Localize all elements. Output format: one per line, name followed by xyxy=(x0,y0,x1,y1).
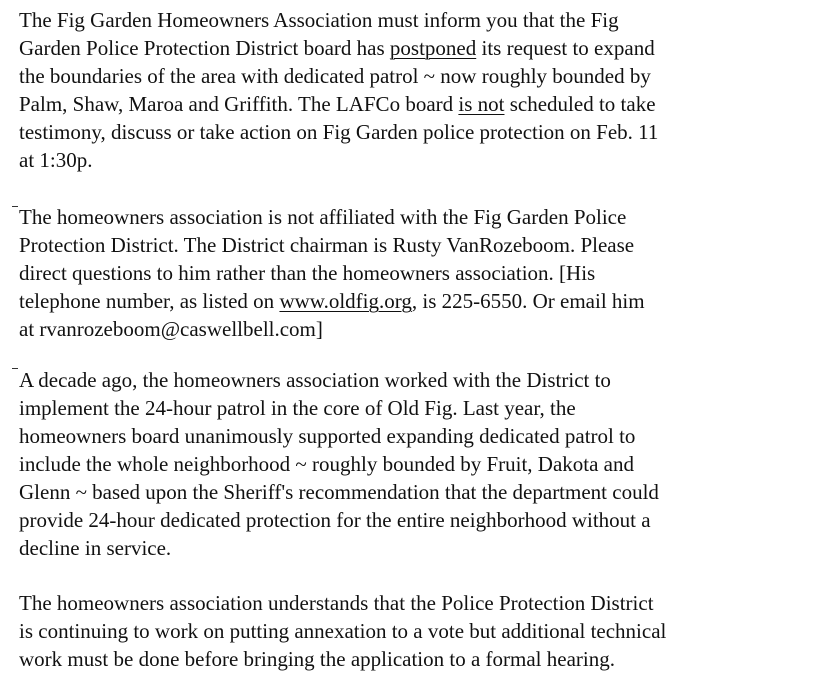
text-line: work must be done before bringing the application to a formal hearing. xyxy=(19,647,615,671)
text-line: implement the 24-hour patrol in the core of Old Fig. Last year, the xyxy=(19,396,576,420)
text-line: provide 24-hour dedicated protection for the entire neighborhood without a xyxy=(19,508,651,532)
text-line: at rvanrozeboom@caswellbell.com] xyxy=(19,317,323,341)
text-line: The homeowners association is not affiliated with the Fig Garden Police xyxy=(19,205,627,229)
text-line: include the whole neighborhood ~ roughly bounded by Fruit, Dakota and xyxy=(19,452,634,476)
text-line: Glenn ~ based upon the Sheriff's recommendation that the department could xyxy=(19,480,659,504)
text-line: Protection District. The District chairman is Rusty VanRozeboom. Please xyxy=(19,233,635,257)
text-line: is continuing to work on putting annexation to a vote but additional technical xyxy=(19,619,667,643)
text-segment: its request to expand xyxy=(476,36,655,60)
text-segment: telephone number, as listed on xyxy=(19,289,280,313)
text-segment: Garden Police Protection District board has xyxy=(19,36,390,60)
text-line: decline in service. xyxy=(19,536,172,560)
text-line: The homeowners association understands that the Police Protection District xyxy=(19,591,654,615)
margin-mark xyxy=(12,368,18,369)
text-line: at 1:30p. xyxy=(19,148,93,172)
paragraph-history xyxy=(19,366,819,562)
margin-mark xyxy=(12,206,18,207)
underlined-text: is not xyxy=(458,92,505,116)
text-line xyxy=(19,287,819,315)
text-segment: scheduled to take xyxy=(504,92,656,116)
text-line: A decade ago, the homeowners association worked with the District to xyxy=(19,368,611,392)
text-line: the boundaries of the area with dedicated patrol ~ now roughly bounded by xyxy=(19,64,651,88)
underlined-text: www.oldfig.org xyxy=(279,289,412,313)
text-line: direct questions to him rather than the homeowners association. [His xyxy=(19,261,596,285)
text-line xyxy=(19,90,819,118)
text-line: testimony, discuss or take action on Fig Garden police protection on Feb. 11 xyxy=(19,120,659,144)
paragraph-notice xyxy=(19,6,819,174)
text-segment: , is 225-6550. Or email him xyxy=(411,289,645,313)
text-segment: Palm, Shaw, Maroa and Griffith. The LAFCo board xyxy=(19,92,459,116)
text-line xyxy=(19,34,819,62)
paragraph-affiliation xyxy=(19,203,819,343)
paragraph-annexation xyxy=(19,589,819,673)
underlined-text: postponed xyxy=(389,36,477,60)
text-line: The Fig Garden Homeowners Association must inform you that the Fig xyxy=(19,8,619,32)
text-line: homeowners board unanimously supported expanding dedicated patrol to xyxy=(19,424,636,448)
